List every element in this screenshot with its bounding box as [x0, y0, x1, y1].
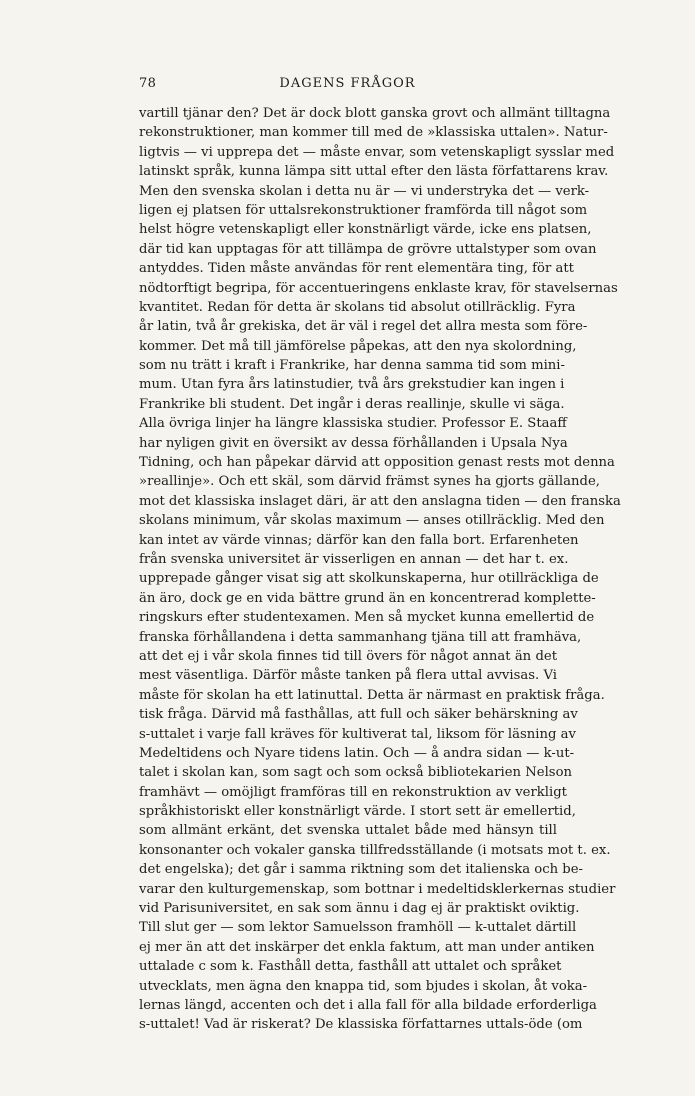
- text-line: tisk fråga. Därvid må fasthållas, att full och säker behärskning av: [139, 707, 578, 723]
- running-title: DAGENS FRÅGOR: [279, 76, 416, 91]
- text-line: mot det klassiska inslaget däri, är att den anslagna tiden — den franska: [139, 493, 621, 509]
- text-line: kan intet av värde vinnas; därför kan den falla bort. Erfarenheten: [139, 532, 579, 548]
- text-line: Frankrike bli student. Det ingår i deras reallinje, skulle vi säga.: [139, 396, 565, 412]
- text-line: s-uttalet! Vad är riskerat? De klassiska författarnes uttals-öde (om: [139, 1017, 583, 1033]
- text-line: från svenska universitet är visserligen en annan — det har t. ex.: [139, 551, 569, 567]
- text-line: ringskurs efter studentexamen. Men så mycket kunna emellertid de: [139, 610, 595, 626]
- text-line: varar den kulturgemenskap, som bottnar i medeltidsklerkernas studier: [139, 881, 616, 897]
- text-line: antyddes. Tiden måste användas för rent elementära ting, för att: [139, 261, 574, 277]
- text-line: upprepade gånger visat sig att skolkunskaperna, hur otillräckliga de: [139, 571, 599, 587]
- text-line: har nyligen givit en översikt av dessa förhållanden i Upsala Nya: [139, 435, 568, 451]
- text-line: språkhistoriskt eller konstnärligt värde. I stort sett är emellertid,: [139, 804, 576, 820]
- text-line: än äro, dock ge en vida bättre grund än en koncentrerad komplette-: [139, 590, 596, 606]
- page-header: [139, 76, 556, 96]
- text-line: uttalade c som k. Fasthåll detta, fasthåll att uttalet och språket: [139, 959, 562, 975]
- text-line: helst högre vetenskapligt eller konstnärligt värde, icke ens platsen,: [139, 222, 592, 238]
- text-line: lernas längd, accenten och det i alla fall för alla bildade erforderliga: [139, 997, 597, 1013]
- text-line: ligen ej platsen för uttalsrekonstruktioner framförda till något som: [139, 202, 588, 218]
- text-line: ligtvis — vi upprepa det — måste envar, som vetenskapligt sysslar med: [139, 144, 615, 160]
- text-line: latinskt språk, kunna lämpa sitt uttal efter den lästa författarens krav.: [139, 164, 609, 180]
- text-line: som allmänt erkänt, det svenska uttalet både med hänsyn till: [139, 823, 557, 839]
- text-line: kvantitet. Redan för detta är skolans tid absolut otillräcklig. Fyra: [139, 299, 576, 315]
- text-line: framhävt — omöjligt framföras till en rekonstruktion av verkligt: [139, 784, 567, 800]
- text-line: rekonstruktioner, man kommer till med de »klassiska uttalen». Natur-: [139, 125, 608, 141]
- text-line: Till slut ger — som lektor Samuelsson framhöll — k-uttalet därtill: [139, 920, 577, 936]
- text-line: skolans minimum, vår skolas maximum — anses otillräcklig. Med den: [139, 513, 605, 529]
- text-line: vartill tjänar den? Det är dock blott ganska grovt och allmänt tilltagna: [139, 106, 611, 121]
- page-number: 78: [139, 76, 157, 91]
- text-line: vid Parisuniversitet, en sak som ännu i dag ej är praktiskt oviktig.: [139, 901, 580, 917]
- text-line: som nu trätt i kraft i Frankrike, har denna samma tid som mini-: [139, 358, 565, 374]
- text-line: Medeltidens och Nyare tidens latin. Och — å andra sidan — k-ut-: [139, 745, 575, 761]
- text-line: kommer. Det må till jämförelse påpekas, att den nya skolordning,: [139, 338, 577, 354]
- text-line: där tid kan upptagas för att tillämpa de grövre uttalstyper som ovan: [139, 241, 597, 257]
- text-line: Tidning, och han påpekar därvid att opposition genast rests mot denna: [139, 455, 615, 471]
- text-line: Alla övriga linjer ha längre klassiska studier. Professor E. Staaff: [139, 416, 567, 432]
- text-line: »reallinje». Och ett skäl, som därvid främst synes ha gjorts gällande,: [139, 474, 600, 490]
- text-line: s-uttalet i varje fall kräves för kultiverat tal, liksom för läsning av: [139, 726, 576, 742]
- text-line: år latin, två år grekiska, det är väl i regel det allra mesta som före-: [139, 319, 588, 335]
- text-line: nödtorftigt begripa, för accentueringens enklaste krav, för stavelsernas: [139, 280, 618, 296]
- text-line: ej mer än att det inskärper det enkla faktum, att man under antiken: [139, 939, 595, 955]
- text-line: franska förhållandena i detta sammanhang tjäna till att framhäva,: [139, 629, 582, 645]
- text-line: Men den svenska skolan i detta nu är — vi understryka det — verk-: [139, 183, 590, 199]
- text-line: det engelska); det går i samma riktning som det italienska och be-: [139, 862, 583, 878]
- text-line: konsonanter och vokaler ganska tillfredsställande (i motsats mot t. ex.: [139, 842, 611, 858]
- body-text: [139, 104, 621, 1054]
- text-line: att det ej i vår skola finnes tid till övers för något annat än det: [139, 648, 557, 664]
- text-line: [139, 1035, 557, 1054]
- text-line: talet i skolan kan, som sagt och som också bibliotekarien Nelson: [139, 765, 573, 781]
- text-line: måste för skolan ha ett latinuttal. Detta är närmast en praktisk fråga.: [139, 687, 605, 703]
- text-line: mum. Utan fyra års latinstudier, två års grekstudier kan ingen i: [139, 377, 565, 393]
- text-line: mest väsentliga. Därför måste tanken på flera uttal avvisas. Vi: [139, 668, 557, 684]
- text-line: utvecklats, men ägna den knappa tid, som bjudes i skolan, åt voka-: [139, 978, 588, 994]
